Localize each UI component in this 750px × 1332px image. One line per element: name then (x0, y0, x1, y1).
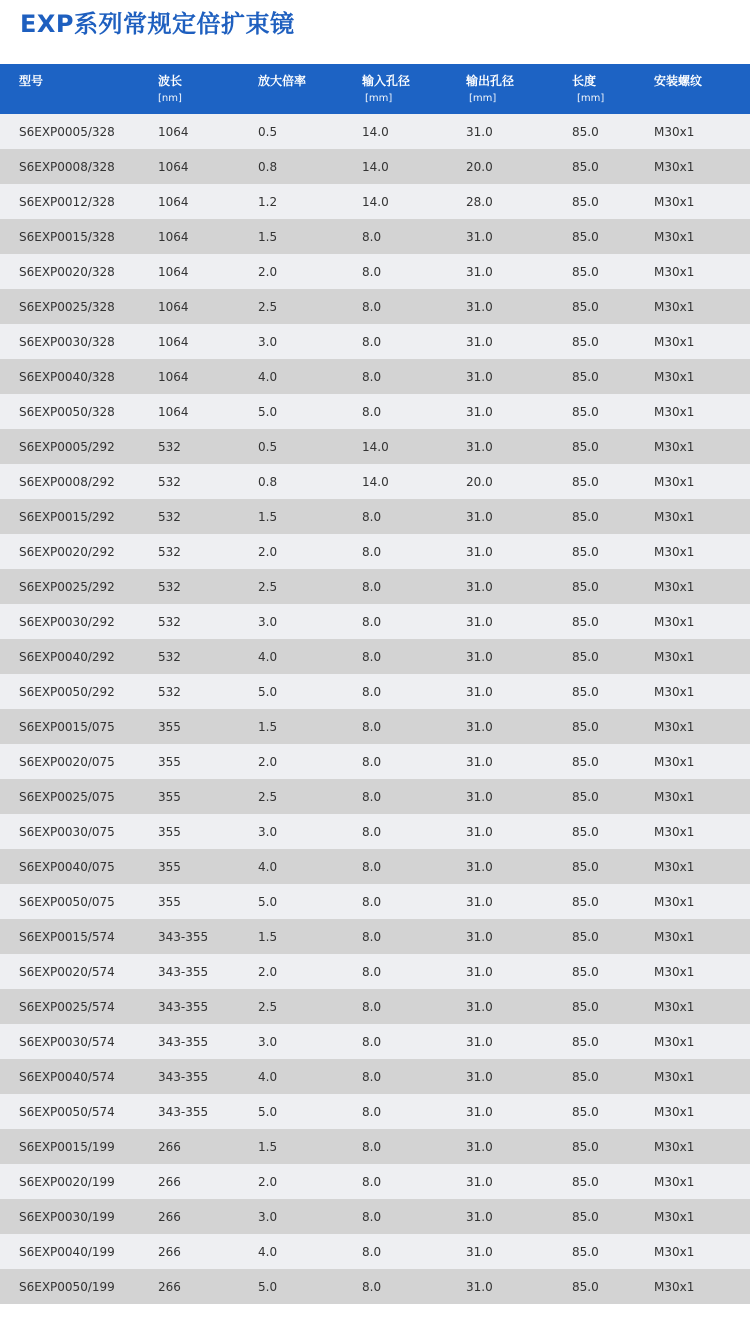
cell-wavelength: 355 (158, 789, 181, 804)
header-output-aperture-label: 输出孔径 (466, 74, 515, 88)
cell-mount-thread: M30x1 (654, 334, 695, 349)
cell-magnification: 1.5 (258, 719, 278, 734)
cell-length: 85.0 (572, 369, 599, 384)
cell-magnification: 5.0 (258, 1104, 278, 1119)
cell-magnification: 4.0 (258, 1244, 278, 1259)
cell-output-aperture: 31.0 (466, 1174, 493, 1189)
table-row (0, 954, 750, 989)
cell-length: 85.0 (572, 509, 599, 524)
cell-model: S6EXP0005/328 (19, 124, 115, 139)
cell-input-aperture: 8.0 (362, 929, 382, 944)
cell-wavelength: 532 (158, 684, 181, 699)
cell-mount-thread: M30x1 (654, 1209, 695, 1224)
cell-mount-thread: M30x1 (654, 824, 695, 839)
table-row (0, 1129, 750, 1164)
cell-model: S6EXP0012/328 (19, 194, 115, 209)
cell-length: 85.0 (572, 299, 599, 314)
cell-model: S6EXP0050/292 (19, 684, 115, 699)
cell-magnification: 1.5 (258, 1139, 278, 1154)
cell-model: S6EXP0030/574 (19, 1034, 115, 1049)
cell-model: S6EXP0015/328 (19, 229, 115, 244)
spec-table (0, 64, 750, 1304)
cell-input-aperture: 8.0 (362, 684, 382, 699)
cell-mount-thread: M30x1 (654, 229, 695, 244)
cell-input-aperture: 8.0 (362, 264, 382, 279)
cell-wavelength: 355 (158, 894, 181, 909)
cell-length: 85.0 (572, 124, 599, 139)
cell-output-aperture: 31.0 (466, 509, 493, 524)
cell-input-aperture: 8.0 (362, 1034, 382, 1049)
cell-length: 85.0 (572, 579, 599, 594)
cell-input-aperture: 8.0 (362, 509, 382, 524)
cell-wavelength: 532 (158, 474, 181, 489)
cell-magnification: 1.5 (258, 509, 278, 524)
cell-magnification: 0.8 (258, 474, 278, 489)
table-row (0, 569, 750, 604)
cell-length: 85.0 (572, 1069, 599, 1084)
cell-model: S6EXP0030/199 (19, 1209, 115, 1224)
cell-wavelength: 266 (158, 1209, 181, 1224)
cell-input-aperture: 14.0 (362, 439, 389, 454)
cell-model: S6EXP0015/075 (19, 719, 115, 734)
page-title: EXP系列常规定倍扩束镜 (20, 10, 295, 38)
cell-magnification: 4.0 (258, 369, 278, 384)
table-row (0, 324, 750, 359)
cell-input-aperture: 8.0 (362, 649, 382, 664)
cell-wavelength: 1064 (158, 334, 189, 349)
cell-magnification: 1.5 (258, 929, 278, 944)
cell-wavelength: 1064 (158, 404, 189, 419)
header-wavelength-unit: [nm] (158, 93, 182, 104)
cell-mount-thread: M30x1 (654, 1139, 695, 1154)
cell-magnification: 3.0 (258, 1209, 278, 1224)
cell-wavelength: 343-355 (158, 1104, 209, 1119)
cell-output-aperture: 31.0 (466, 719, 493, 734)
table-body (0, 114, 750, 1304)
cell-length: 85.0 (572, 1209, 599, 1224)
cell-output-aperture: 31.0 (466, 334, 493, 349)
cell-input-aperture: 8.0 (362, 1069, 382, 1084)
header-model-label: 型号 (19, 74, 44, 88)
table-row (0, 884, 750, 919)
cell-mount-thread: M30x1 (654, 1069, 695, 1084)
cell-mount-thread: M30x1 (654, 929, 695, 944)
cell-length: 85.0 (572, 929, 599, 944)
cell-input-aperture: 14.0 (362, 194, 389, 209)
cell-length: 85.0 (572, 1174, 599, 1189)
cell-output-aperture: 31.0 (466, 264, 493, 279)
cell-mount-thread: M30x1 (654, 1104, 695, 1119)
cell-length: 85.0 (572, 964, 599, 979)
header-model (0, 64, 158, 114)
cell-magnification: 2.0 (258, 264, 278, 279)
cell-mount-thread: M30x1 (654, 299, 695, 314)
cell-length: 85.0 (572, 194, 599, 209)
cell-mount-thread: M30x1 (654, 964, 695, 979)
cell-mount-thread: M30x1 (654, 474, 695, 489)
table-row (0, 534, 750, 569)
table-row (0, 464, 750, 499)
cell-mount-thread: M30x1 (654, 439, 695, 454)
header-length-unit: [mm] (577, 93, 605, 104)
cell-output-aperture: 31.0 (466, 964, 493, 979)
cell-magnification: 0.5 (258, 439, 278, 454)
table-row (0, 919, 750, 954)
cell-length: 85.0 (572, 1279, 599, 1294)
cell-magnification: 2.5 (258, 299, 278, 314)
cell-model: S6EXP0040/328 (19, 369, 115, 384)
cell-output-aperture: 31.0 (466, 404, 493, 419)
cell-input-aperture: 8.0 (362, 1139, 382, 1154)
cell-input-aperture: 8.0 (362, 894, 382, 909)
cell-wavelength: 355 (158, 859, 181, 874)
cell-model: S6EXP0020/574 (19, 964, 115, 979)
table-row (0, 744, 750, 779)
cell-length: 85.0 (572, 754, 599, 769)
cell-input-aperture: 8.0 (362, 579, 382, 594)
cell-mount-thread: M30x1 (654, 544, 695, 559)
cell-wavelength: 343-355 (158, 1069, 209, 1084)
cell-input-aperture: 8.0 (362, 754, 382, 769)
table-row (0, 989, 750, 1024)
cell-model: S6EXP0015/292 (19, 509, 115, 524)
cell-output-aperture: 31.0 (466, 439, 493, 454)
cell-input-aperture: 8.0 (362, 859, 382, 874)
header-mount-thread (654, 64, 750, 114)
table-row (0, 1234, 750, 1269)
cell-model: S6EXP0025/075 (19, 789, 115, 804)
cell-mount-thread: M30x1 (654, 649, 695, 664)
cell-magnification: 4.0 (258, 649, 278, 664)
table-row (0, 1094, 750, 1129)
table-row (0, 254, 750, 289)
cell-magnification: 2.0 (258, 1174, 278, 1189)
cell-magnification: 3.0 (258, 614, 278, 629)
cell-mount-thread: M30x1 (654, 1244, 695, 1259)
cell-wavelength: 266 (158, 1279, 181, 1294)
cell-mount-thread: M30x1 (654, 159, 695, 174)
cell-length: 85.0 (572, 719, 599, 734)
cell-magnification: 4.0 (258, 1069, 278, 1084)
cell-output-aperture: 31.0 (466, 1034, 493, 1049)
cell-input-aperture: 8.0 (362, 719, 382, 734)
cell-model: S6EXP0020/199 (19, 1174, 115, 1189)
cell-length: 85.0 (572, 684, 599, 699)
cell-mount-thread: M30x1 (654, 684, 695, 699)
header-input-aperture (362, 64, 466, 114)
table-row (0, 219, 750, 254)
cell-length: 85.0 (572, 159, 599, 174)
table-row (0, 289, 750, 324)
cell-wavelength: 532 (158, 579, 181, 594)
table-row (0, 1164, 750, 1199)
header-input-aperture-unit: [mm] (365, 93, 393, 104)
cell-wavelength: 532 (158, 614, 181, 629)
table-row (0, 639, 750, 674)
cell-mount-thread: M30x1 (654, 369, 695, 384)
table-row (0, 499, 750, 534)
table-row (0, 849, 750, 884)
cell-wavelength: 343-355 (158, 964, 209, 979)
cell-input-aperture: 8.0 (362, 999, 382, 1014)
cell-mount-thread: M30x1 (654, 859, 695, 874)
cell-length: 85.0 (572, 264, 599, 279)
cell-model: S6EXP0040/199 (19, 1244, 115, 1259)
cell-wavelength: 1064 (158, 124, 189, 139)
cell-input-aperture: 8.0 (362, 1209, 382, 1224)
cell-wavelength: 1064 (158, 299, 189, 314)
cell-output-aperture: 31.0 (466, 999, 493, 1014)
cell-output-aperture: 31.0 (466, 1069, 493, 1084)
cell-model: S6EXP0025/292 (19, 579, 115, 594)
cell-input-aperture: 8.0 (362, 544, 382, 559)
cell-magnification: 2.0 (258, 964, 278, 979)
cell-length: 85.0 (572, 1034, 599, 1049)
cell-output-aperture: 20.0 (466, 159, 493, 174)
cell-wavelength: 355 (158, 719, 181, 734)
header-wavelength-label: 波长 (158, 74, 183, 88)
table-row (0, 1199, 750, 1234)
cell-mount-thread: M30x1 (654, 754, 695, 769)
cell-model: S6EXP0030/292 (19, 614, 115, 629)
cell-output-aperture: 31.0 (466, 544, 493, 559)
table-row (0, 359, 750, 394)
cell-input-aperture: 8.0 (362, 334, 382, 349)
cell-wavelength: 532 (158, 649, 181, 664)
cell-wavelength: 1064 (158, 229, 189, 244)
table-header (0, 64, 750, 114)
cell-mount-thread: M30x1 (654, 404, 695, 419)
cell-length: 85.0 (572, 1104, 599, 1119)
cell-output-aperture: 31.0 (466, 614, 493, 629)
cell-input-aperture: 14.0 (362, 474, 389, 489)
cell-model: S6EXP0025/574 (19, 999, 115, 1014)
cell-model: S6EXP0040/292 (19, 649, 115, 664)
cell-model: S6EXP0020/328 (19, 264, 115, 279)
cell-mount-thread: M30x1 (654, 509, 695, 524)
cell-model: S6EXP0008/328 (19, 159, 115, 174)
cell-output-aperture: 31.0 (466, 1209, 493, 1224)
cell-length: 85.0 (572, 859, 599, 874)
cell-magnification: 0.5 (258, 124, 278, 139)
cell-input-aperture: 8.0 (362, 789, 382, 804)
header-input-aperture-label: 输入孔径 (362, 74, 411, 88)
cell-length: 85.0 (572, 614, 599, 629)
cell-wavelength: 532 (158, 509, 181, 524)
cell-output-aperture: 31.0 (466, 1244, 493, 1259)
cell-magnification: 3.0 (258, 334, 278, 349)
cell-magnification: 2.5 (258, 789, 278, 804)
cell-mount-thread: M30x1 (654, 579, 695, 594)
cell-wavelength: 266 (158, 1244, 181, 1259)
cell-mount-thread: M30x1 (654, 999, 695, 1014)
cell-magnification: 1.5 (258, 229, 278, 244)
cell-wavelength: 532 (158, 544, 181, 559)
cell-length: 85.0 (572, 334, 599, 349)
cell-length: 85.0 (572, 1244, 599, 1259)
cell-magnification: 5.0 (258, 1279, 278, 1294)
cell-output-aperture: 20.0 (466, 474, 493, 489)
header-row (0, 64, 750, 114)
cell-input-aperture: 8.0 (362, 1104, 382, 1119)
cell-magnification: 3.0 (258, 824, 278, 839)
cell-model: S6EXP0030/075 (19, 824, 115, 839)
cell-length: 85.0 (572, 824, 599, 839)
cell-output-aperture: 31.0 (466, 579, 493, 594)
cell-magnification: 4.0 (258, 859, 278, 874)
cell-model: S6EXP0008/292 (19, 474, 115, 489)
table-row (0, 394, 750, 429)
cell-output-aperture: 31.0 (466, 1139, 493, 1154)
table-row (0, 814, 750, 849)
cell-output-aperture: 28.0 (466, 194, 493, 209)
cell-length: 85.0 (572, 649, 599, 664)
cell-mount-thread: M30x1 (654, 194, 695, 209)
cell-magnification: 2.0 (258, 754, 278, 769)
cell-output-aperture: 31.0 (466, 754, 493, 769)
cell-model: S6EXP0015/574 (19, 929, 115, 944)
table-row (0, 1024, 750, 1059)
cell-magnification: 0.8 (258, 159, 278, 174)
cell-output-aperture: 31.0 (466, 1279, 493, 1294)
cell-mount-thread: M30x1 (654, 264, 695, 279)
header-wavelength (158, 64, 258, 114)
header-output-aperture (466, 64, 572, 114)
cell-input-aperture: 8.0 (362, 229, 382, 244)
cell-wavelength: 1064 (158, 264, 189, 279)
cell-model: S6EXP0050/075 (19, 894, 115, 909)
cell-wavelength: 355 (158, 754, 181, 769)
cell-input-aperture: 8.0 (362, 614, 382, 629)
cell-length: 85.0 (572, 894, 599, 909)
cell-input-aperture: 8.0 (362, 404, 382, 419)
table-row (0, 604, 750, 639)
cell-input-aperture: 8.0 (362, 299, 382, 314)
cell-wavelength: 1064 (158, 159, 189, 174)
cell-mount-thread: M30x1 (654, 719, 695, 734)
cell-length: 85.0 (572, 1139, 599, 1154)
cell-length: 85.0 (572, 229, 599, 244)
cell-wavelength: 532 (158, 439, 181, 454)
table-row (0, 114, 750, 149)
cell-magnification: 1.2 (258, 194, 278, 209)
cell-mount-thread: M30x1 (654, 1174, 695, 1189)
table-row (0, 674, 750, 709)
cell-model: S6EXP0020/292 (19, 544, 115, 559)
cell-model: S6EXP0030/328 (19, 334, 115, 349)
cell-output-aperture: 31.0 (466, 684, 493, 699)
cell-magnification: 5.0 (258, 404, 278, 419)
cell-input-aperture: 8.0 (362, 1244, 382, 1259)
cell-input-aperture: 8.0 (362, 369, 382, 384)
cell-output-aperture: 31.0 (466, 649, 493, 664)
cell-input-aperture: 8.0 (362, 1279, 382, 1294)
cell-mount-thread: M30x1 (654, 1279, 695, 1294)
cell-input-aperture: 14.0 (362, 159, 389, 174)
cell-output-aperture: 31.0 (466, 1104, 493, 1119)
cell-model: S6EXP0040/574 (19, 1069, 115, 1084)
cell-model: S6EXP0050/328 (19, 404, 115, 419)
cell-length: 85.0 (572, 789, 599, 804)
cell-model: S6EXP0020/075 (19, 754, 115, 769)
cell-output-aperture: 31.0 (466, 859, 493, 874)
cell-output-aperture: 31.0 (466, 929, 493, 944)
cell-length: 85.0 (572, 544, 599, 559)
table-row (0, 184, 750, 219)
cell-output-aperture: 31.0 (466, 824, 493, 839)
table-row (0, 429, 750, 464)
cell-mount-thread: M30x1 (654, 1034, 695, 1049)
cell-output-aperture: 31.0 (466, 229, 493, 244)
header-magnification (258, 64, 362, 114)
cell-magnification: 2.0 (258, 544, 278, 559)
cell-length: 85.0 (572, 439, 599, 454)
cell-input-aperture: 14.0 (362, 124, 389, 139)
header-magnification-label: 放大倍率 (258, 74, 307, 88)
cell-model: S6EXP0025/328 (19, 299, 115, 314)
cell-magnification: 3.0 (258, 1034, 278, 1049)
cell-output-aperture: 31.0 (466, 894, 493, 909)
cell-wavelength: 266 (158, 1174, 181, 1189)
cell-model: S6EXP0050/199 (19, 1279, 115, 1294)
cell-wavelength: 266 (158, 1139, 181, 1154)
cell-model: S6EXP0005/292 (19, 439, 115, 454)
cell-model: S6EXP0050/574 (19, 1104, 115, 1119)
cell-output-aperture: 31.0 (466, 789, 493, 804)
cell-magnification: 2.5 (258, 999, 278, 1014)
cell-magnification: 5.0 (258, 894, 278, 909)
cell-wavelength: 355 (158, 824, 181, 839)
cell-length: 85.0 (572, 474, 599, 489)
cell-magnification: 2.5 (258, 579, 278, 594)
header-mount-thread-label: 安装螺纹 (654, 74, 703, 88)
cell-length: 85.0 (572, 999, 599, 1014)
cell-length: 85.0 (572, 404, 599, 419)
cell-wavelength: 343-355 (158, 929, 209, 944)
header-length (572, 64, 654, 114)
cell-wavelength: 343-355 (158, 1034, 209, 1049)
table-row (0, 149, 750, 184)
cell-mount-thread: M30x1 (654, 789, 695, 804)
table-row (0, 1059, 750, 1094)
header-length-label: 长度 (572, 74, 597, 88)
cell-model: S6EXP0040/075 (19, 859, 115, 874)
table-row (0, 779, 750, 814)
cell-model: S6EXP0015/199 (19, 1139, 115, 1154)
cell-wavelength: 1064 (158, 369, 189, 384)
cell-input-aperture: 8.0 (362, 1174, 382, 1189)
cell-input-aperture: 8.0 (362, 824, 382, 839)
cell-output-aperture: 31.0 (466, 299, 493, 314)
cell-wavelength: 343-355 (158, 999, 209, 1014)
header-output-aperture-unit: [mm] (469, 93, 497, 104)
cell-magnification: 5.0 (258, 684, 278, 699)
cell-output-aperture: 31.0 (466, 124, 493, 139)
cell-output-aperture: 31.0 (466, 369, 493, 384)
cell-input-aperture: 8.0 (362, 964, 382, 979)
table-row (0, 709, 750, 744)
cell-mount-thread: M30x1 (654, 124, 695, 139)
cell-mount-thread: M30x1 (654, 894, 695, 909)
cell-wavelength: 1064 (158, 194, 189, 209)
table-row (0, 1269, 750, 1304)
cell-mount-thread: M30x1 (654, 614, 695, 629)
